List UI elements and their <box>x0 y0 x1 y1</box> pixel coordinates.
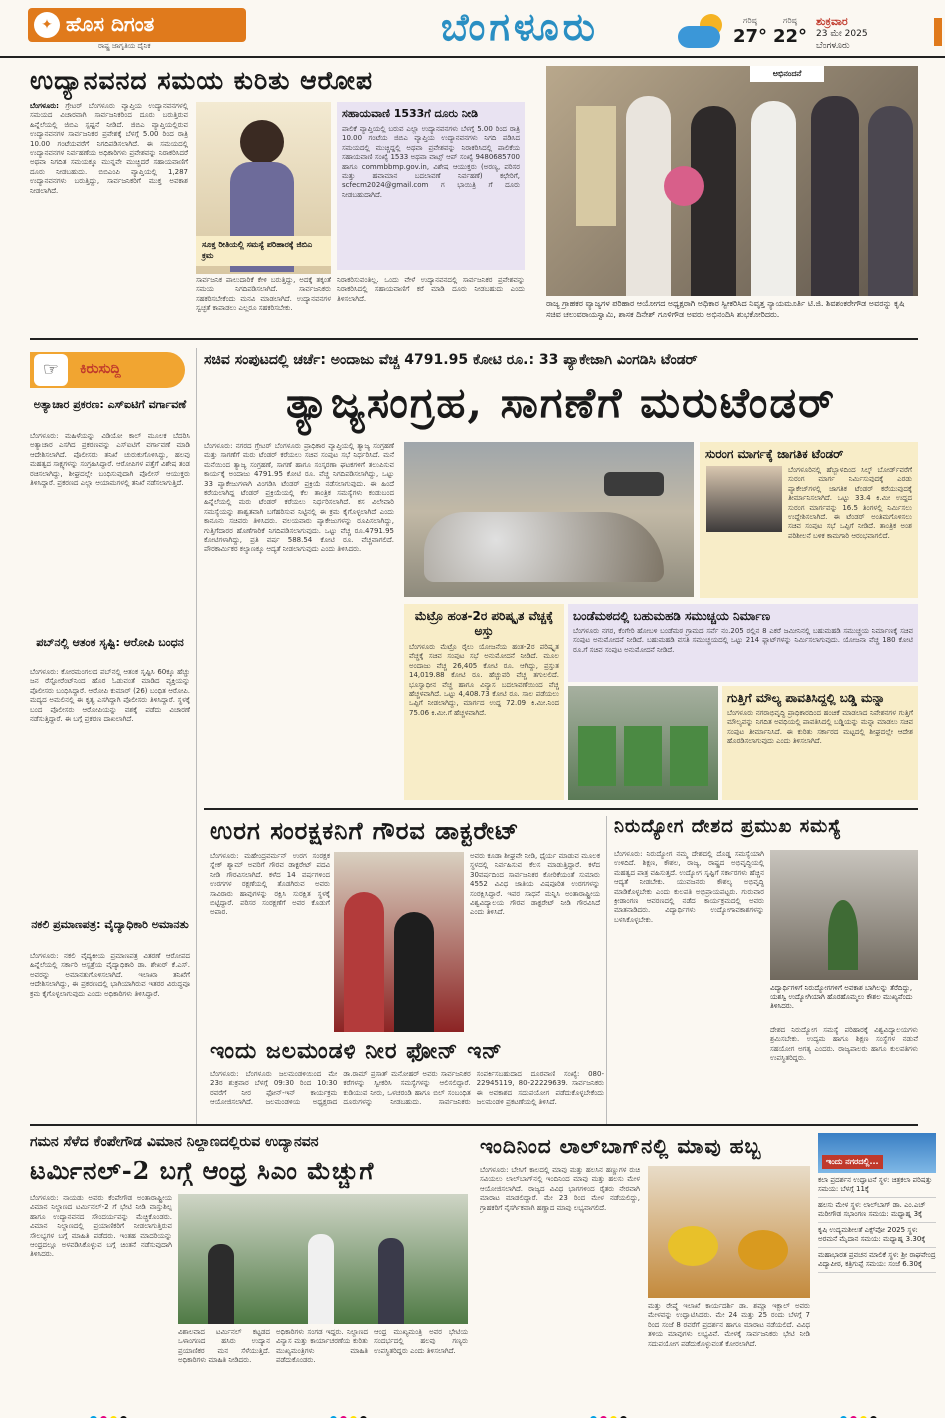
min-temp: ಗರಿಷ್ಠ 22° <box>772 16 808 47</box>
lease-body: ಬೆಂಗಳೂರು ನಗರಾಭಿವೃದ್ಧಿ ಪ್ರಾಧಿಕಾರದಿಂದ ಹಂಚಿಕೆ ಮಾಡಲಾದ ನಿವೇಶನಗಳ ಗುತ್ತಿಗೆ ಮೌಲ್ಯವನ್ನು ನಿಗದಿತ ಅವಧಿಯಲ್ಲಿ ಪಾವತಿಸಿದಲ್ಲಿ ಬಡ್ಡಿಯನ್ನು ಮನ್ನಾ ಮಾಡಲು ಸಚಿವ ಸಂಪುಟ ತೀರ್ಮಾನಿಸಿದೆ. ಈ ಕುರಿತು ಸರ್ಕಾರದ ಮಟ್ಟದಲ್ಲಿ ಶೀಘ್ರದಲ್ಲೇ ಆದೇಶ ಹೊರಡಿಸಲಾಗುವುದು ಎಂದು ತಿಳಿಸಲಾಗಿದೆ. <box>727 709 913 746</box>
unemployment-col1: ಬೆಂಗಳೂರು: ನಿರುದ್ಯೋಗ ನಮ್ಮ ದೇಶದಲ್ಲಿ ದೊಡ್ಡ ಸಮಸ್ಯೆಯಾಗಿ ಉಳಿದಿದೆ. ಶಿಕ್ಷಣ, ಕೌಶಲ, ರಾಜ್ಯ, ರಾಷ್ಟ್ರದ ಅಭಿವೃದ್ಧಿಯಲ್ಲಿ ಮಹತ್ವದ ಪಾತ್ರ ವಹಿಸುತ್ತದೆ. ಉದ್ಯೋಗ ಸೃಷ್ಟಿಗೆ ಸರ್ಕಾರಗಳು ಹೆಚ್ಚಿನ ಆದ್ಯತೆ ನೀಡಬೇಕು. ಯುವಜನರು ಕೌಶಲ್ಯ ಅಭಿವೃದ್ಧಿ ಮಾಡಿಕೊಳ್ಳಬೇಕು ಎಂದು ಕುಲಪತಿ ಅಭಿಪ್ರಾಯಪಟ್ಟರು. ಗುರುವಾರ ಕ್ರೀಡಾಂಗಣ ಆವರಣದಲ್ಲಿ ನಡೆದ ಕಾರ್ಯಕ್ರಮದಲ್ಲಿ ಅವರು ಮಾತನಾಡಿದರು. ವಿದ್ಯಾರ್ಥಿಗಳು ಉದ್ಯೋಗಾವಕಾಶಗಳನ್ನು ಬಳಸಿಕೊಳ್ಳಬೇಕು. <box>614 850 764 924</box>
bandemutt-headline: ಬಂಡೆಮಠದಲ್ಲಿ ಬಹುಮಹಡಿ ಸಮುಚ್ಚಯ ನಿರ್ಮಾಣ <box>573 609 771 623</box>
metro-body: ಬೆಂಗಳೂರು ಮೆಟ್ರೊ ರೈಲು ಯೋಜನೆಯ ಹಂತ-2ರ ಪರಿಷ್ಕೃತ ವೆಚ್ಚಕ್ಕೆ ಸಚಿವ ಸಂಪುಟ ಸಭೆ ಅನುಮೋದನೆ ನೀಡಿದೆ. ಮೂಲ ಅಂದಾಜು ವೆಚ್ಚ 26,405 ಕೋಟಿ ರೂ. ಆಗಿದ್ದು, ಪ್ರಸ್ತುತ 14,019.88 ಕೋಟಿ ರೂ. ಹೆಚ್ಚುವರಿ ವೆಚ್ಚ ತಗುಲಲಿದೆ. ಭೂಸ್ವಾಧೀನ ವೆಚ್ಚ ಹಾಗೂ ವಿನ್ಯಾಸ ಬದಲಾವಣೆಯಿಂದ ವೆಚ್ಚ ಹೆಚ್ಚಳವಾಗಿದೆ. ಒಟ್ಟು 4,408.73 ಕೋಟಿ ರೂ. ಸಾಲ ಪಡೆಯಲು ಒಪ್ಪಿಗೆ ನೀಡಲಾಗಿದ್ದು, ಮಾರ್ಗದ ಉದ್ದ 72.09 ಕಿ.ಮೀ.ನಿಂದ 75.06 ಕಿ.ಮೀ.ಗೆ ಹೆಚ್ಚಳವಾಗಿದೆ. <box>409 643 559 717</box>
metro-headline: ಮೆಟ್ರೊ ಹಂತ-2ರ ಪರಿಷ್ಕೃತ ವೆಚ್ಚಕ್ಕೆ ಅಸ್ತು <box>414 609 554 638</box>
helpline-body: ಪಾಲಿಕೆ ವ್ಯಾಪ್ತಿಯಲ್ಲಿ ಬರುವ ಎಲ್ಲಾ ಉದ್ಯಾನವನಗಳು ಬೆಳಗ್ಗೆ 5.00 ರಿಂದ ರಾತ್ರಿ 10.00 ಗಂಟೆಯ ಜಿಬಿಎ ವ್ಯಾಪ್ತಿಯ ಉದ್ಯಾನವನಗಳು ನಿಗದಿ ಪಡಿಸಿದ ಸಮಯದಲ್ಲಿ ಮುಚ್ಚಿದ್ದಲ್ಲಿ ಅಥವಾ ಪ್ರವೇಶವನ್ನು ನಿರಾಕರಿಸಿದಲ್ಲಿ ಪಾಲಿಕೆಯ ಸಹಾಯವಾಣಿ ಸಂಖ್ಯೆ 1533 ಅಥವಾ ವಾಟ್ಸ್ ಆಪ್ ಸಂಖ್ಯೆ 9480685700 ಹಾಗೂ commbbmp.gov.in, ವಿಶೇಷ ಆಯುಕ್ತರು (ಅರಣ್ಯ, ಪರಿಸರ ಮತ್ತು ಹವಾಮಾನ ಬದಲಾವಣೆ ನಿರ್ವಹಣೆ) ಕಛೇರಿಗೆ, scfecm2024@gmail.com ಗ ಭಾಯಿತ್ರಿ ಗೆ ದೂರು ನೀಡಬಹುದಾಗಿದೆ. <box>342 125 520 199</box>
plant-ceremony-photo <box>770 850 918 980</box>
print-register-marks <box>590 1408 630 1416</box>
event-item: ಕಲಾ ಪ್ರದರ್ಶನ ಉದ್ಘಾಟನೆ ಸ್ಥಳ: ಚಿತ್ರಕಲಾ ಪರಿಷತ್ತು ಸಮಯ: ಬೆಳಗ್ಗೆ 11ಕ್ಕೆ <box>818 1173 936 1198</box>
terminal-garden-photo <box>178 1194 468 1324</box>
brief3-body: ಬೆಂಗಳೂರು: ನಕಲಿ ವೈದ್ಯಕೀಯ ಪ್ರಮಾಣಪತ್ರ ವಿತರಣೆ ಆರೋಪದ ಹಿನ್ನೆಲೆಯಲ್ಲಿ ಸರ್ಕಾರಿ ಆಸ್ಪತ್ರೆಯ ವೈದ್ಯಾಧಿಕಾರಿ ಡಾ. ಶೇಖರ್ ಕೆ.ಎಸ್. ಅವರನ್ನು ಅಮಾನತುಗೊಳಿಸಲಾಗಿದೆ. ಇಲಾಖಾ ತನಿಖೆಗೆ ಆದೇಶಿಸಲಾಗಿದ್ದು, ಈ ಪ್ರಕರಣದಲ್ಲಿ ಭಾಗಿಯಾಗಿರುವ ಇತರರ ವಿರುದ್ಧವೂ ಕ್ರಮ ಕೈಗೊಳ್ಳಲಾಗುವುದು ಎಂದು ಅಧಿಕಾರಿಗಳು ತಿಳಿಸಿದ್ದಾರೆ. <box>30 952 190 998</box>
mango-fest-col1: ಬೆಂಗಳೂರು: ಬೇಸಿಗೆ ಕಾಲದಲ್ಲಿ ಮಾವು ಮತ್ತು ಹಲಸಿನ ಹಣ್ಣುಗಳ ರುಚಿ ಸವಿಯಲು ಲಾಲ್‌ಬಾಗ್‌ನಲ್ಲಿ ಇಂದಿನಿಂದ ಮಾವು ಮತ್ತು ಹಲಸು ಮೇಳ ಆಯೋಜಿಸಲಾಗಿದೆ. ರಾಜ್ಯದ ವಿವಿಧ ಭಾಗಗಳಿಂದ ರೈತರು ನೇರವಾಗಿ ಮಾರಾಟ ಮಾಡಲಿದ್ದಾರೆ. ಮೇ 23 ರಿಂದ ಮೇಳ ನಡೆಯಲಿದ್ದು, ಗ್ರಾಹಕರಿಗೆ ನೈಸರ್ಗಿಕವಾಗಿ ಹಣ್ಣಾದ ಮಾವು ಲಭ್ಯವಾಗಲಿದೆ. <box>480 1166 640 1212</box>
unemployment-col2: ದೇಶದ ನಿರುದ್ಯೋಗ ಸಮಸ್ಯೆ ಪರಿಹಾರಕ್ಕೆ ವಿಶ್ವವಿದ್ಯಾಲಯಗಳು ಶ್ರಮಿಸಬೇಕು. ಉದ್ಯಮ ಹಾಗೂ ಶಿಕ್ಷಣ ಸಂಸ್ಥೆಗಳ ನಡುವೆ ಸಹಯೋಗ ಅಗತ್ಯ ಎಂದರು. ರಾಜ್ಯಪಾಲರು ಹಾಗೂ ಕುಲಪತಿಗಳು ಉಪಸ್ಥಿತರಿದ್ದರು. <box>770 1026 918 1063</box>
page-marker <box>934 18 942 46</box>
airport-headline: ಟರ್ಮಿನಲ್-2 ಬಗ್ಗೆ ಆಂಧ್ರ ಸಿಎಂ ಮೆಚ್ಚುಗೆ <box>30 1156 375 1185</box>
hand-pointing-icon: ☞ <box>34 354 68 386</box>
brief2-headline: ಪಬ್‌ನಲ್ಲಿ ಆತಂಕ ಸೃಷ್ಟಿ: ಆರೋಪಿ ಬಂಧನ <box>36 636 184 649</box>
event-item: ಮಹಾಭಾರತ ಪ್ರವಚನ ಮಾಲಿಕೆ ಸ್ಥಳ: ಶ್ರೀ ರಾಘವೇಂದ್ರ ವಿದ್ಯಾಪೀಠ, ಕತ್ರಿಗುಪ್ಪೆ ಸಮಯ: ಸಂಜೆ 6.30ಕ್ಕೆ <box>818 1248 936 1273</box>
lead-headline: ತ್ಯಾಜ್ಯಸಂಗ್ರಹ, ಸಾಗಣೆಗೆ ಮರುಟೆಂಡರ್ <box>286 378 836 427</box>
water-board-body: ಬೆಂಗಳೂರು: ಬೆಂಗಳೂರು ಜಲಮಂಡಳಿಯಿಂದ ಮೇ 23ರ ಶುಕ್ರವಾರ ಬೆಳಗ್ಗೆ 09:30 ರಿಂದ 10:30 ರವರೆಗೆ ನೀರ ಫೋನ್-ಇನ್ ಕಾರ್ಯಕ್ರಮ ಆಯೋಜಿಸಲಾಗಿದೆ. ಜಲಮಂಡಳಿಯ ಅಧ್ಯಕ್ಷರಾದ ಡಾ.ರಾಮ್ ಪ್ರಸಾತ್ ಮನೋಹರ್ ಅವರು ಸಾರ್ವಜನಿಕರ ಕರೆಗಳನ್ನು ಸ್ವೀಕರಿಸಿ ಸಮಸ್ಯೆಗಳನ್ನು ಆಲಿಸಲಿದ್ದಾರೆ. ಕುಡಿಯುವ ನೀರು, ಒಳಚರಂಡಿ ಹಾಗೂ ಬಿಲ್ ಸಂಬಂಧಿತ ದೂರುಗಳನ್ನು ನೀಡಬಹುದು. ಸಾರ್ವಜನಿಕರು ಸಂಪರ್ಕಿಸಬಹುದಾದ ದೂರವಾಣಿ ಸಂಖ್ಯೆ: 080-22945119, 80-22229639. ಸಾರ್ವಜನಿಕರು ಈ ಅವಕಾಶದ ಸದುಪಯೋಗ ಪಡೆದುಕೊಳ್ಳಬೇಕೆಂದು ಜಲಮಂಡಳಿ ಪ್ರಕಟಣೆಯಲ್ಲಿ ತಿಳಿಸಿದೆ. <box>210 1070 604 1107</box>
felicitation-caption: ರಾಜ್ಯ ಗ್ರಾಹಕರ ವ್ಯಾಜ್ಯಗಳ ಪರಿಹಾರ ಆಯೋಗದ ಅಧ್ಯಕ್ಷರಾಗಿ ಅಧಿಕಾರ ಸ್ವೀಕರಿಸಿದ ನಿವೃತ್ತ ನ್ಯಾಯಮೂರ್ತಿ ಟಿ.ಜಿ. ಶಿವಶಂಕರೇಗೌಡ ಅವರನ್ನು ಕೃಷಿ ಸಚಿವ ಚಲುವರಾಯಸ್ವಾಮಿ, ಶಾಸಕ ದಿನೇಶ್ ಗೂಳಿಗೌಡ ಅವರು ಅಭಿನಂದಿಸಿ ಶುಭಕೋರಿದರು. <box>546 299 905 319</box>
story-park-headline: ಉದ್ಯಾನವನದ ಸಮಯ ಕುರಿತು ಆರೋಪ <box>30 66 374 95</box>
events-sidebar <box>818 1133 936 1411</box>
airport-col4: ಆಂಧ್ರ ಮುಖ್ಯಮಂತ್ರಿ ಅವರ ಭೇಟಿಯ ಸಂದರ್ಭದಲ್ಲಿ ಹಲವು ಗಣ್ಯರು ಉಪಸ್ಥಿತರಿದ್ದರು ಎಂದು ತಿಳಿಸಲಾಗಿದೆ. <box>374 1328 468 1355</box>
airport-col2: ವಿಶಾಲವಾದ ಟರ್ಮಿನಲ್ ಕಟ್ಟಡದ ಒಳಾಂಗಣದ ಹಸಿರು ಉದ್ಯಾನ ಪ್ರಯಾಣಿಕರ ಮನ ಸೆಳೆಯುತ್ತಿದೆ. ಅಧಿಕಾರಿಗಳು ಮಾಹಿತಿ ನೀಡಿದರು. <box>178 1328 270 1365</box>
lamp-logo-icon: ✦ <box>34 12 60 38</box>
airport-col3: ಅಧಿಕಾರಿಗಳು ಸಂಗಡ ಇದ್ದರು. ನಿಲ್ದಾಣದ ವಿನ್ಯಾಸ ಮತ್ತು ಕಾರ್ಯಾಚರಣೆಯ ಕುರಿತು ಮುಖ್ಯಮಂತ್ರಿಗಳು ಮಾಹಿತಿ ಪಡೆದುಕೊಂಡರು. <box>276 1328 368 1365</box>
print-register-marks <box>90 1408 130 1416</box>
bandemutt-body: ಬೆಂಗಳೂರು ನಗರ, ಕೆಂಗೇರಿ ಹೋಬಳಿ ಬಂಡೆಮಠ ಗ್ರಾಮದ ಸರ್ವೆ ನಂ.205 ರಲ್ಲಿನ 8 ಎಕರೆ ಜಮೀನಿನಲ್ಲಿ ಬಹುಮಹಡಿ ಸಮುಚ್ಚಯ ನಿರ್ಮಾಣಕ್ಕೆ ಸಚಿವ ಸಂಪುಟ ಅನುಮೋದನೆ ನೀಡಿದೆ. ಬಹುಮಹಡಿ ವಸತಿ ಸಮುಚ್ಚಯದಲ್ಲಿ ಒಟ್ಟು 214 ಫ್ಲಾಟ್‌ಗಳನ್ನು ನಿರ್ಮಿಸಲಾಗುವುದು. ಯೋಜನಾ ವೆಚ್ಚ 180 ಕೋಟಿ ರೂ.ಗೆ ಸಚಿವ ಸಂಪುಟ ಅನುಮೋದನೆ ನೀಡಿದೆ. <box>573 627 913 654</box>
speaker-photo-caption: ಸೂಕ್ತ ರೀತಿಯಲ್ಲಿ ಸಮಸ್ಯೆ ಪರಿಹಾರಕ್ಕೆ ಜಿಬಿಎ ಕ್ರಮ <box>196 236 331 266</box>
story-park-col3: ನಿರಾಕರಿಸುವಂತಿಲ್ಲ. ಒಂದು ವೇಳೆ ಉದ್ಯಾನವನದಲ್ಲಿ ಸಾರ್ವಜನಿಕರ ಪ್ರವೇಶವನ್ನು ನಿರಾಕರಿಸಿದಲ್ಲಿ ಸಹಾಯವಾಣಿಗೆ ಕರೆ ಮಾಡಿ ದೂರು ನೀಡಬಹುದು ಎಂದು ತಿಳಿಸಲಾಗಿದೆ. <box>337 276 525 303</box>
snake-story-col1: ಬೆಂಗಳೂರು: ಮಹೇಂದ್ರವರ್ಮನ್ ಉರಗ ಸಂರಕ್ಷಕ ಸ್ನೇಕ್ ಶ್ಯಾಮ್ ಅವರಿಗೆ ಗೌರವ ಡಾಕ್ಟರೇಟ್ ಪದವಿ ನೀಡಿ ಗೌರವಿಸಲಾಗಿದೆ. ಕಳೆದ 14 ವರ್ಷಗಳಿಂದ ಉರಗಗಳ ರಕ್ಷಣೆಯಲ್ಲಿ ತೊಡಗಿರುವ ಅವರು ಸಾವಿರಾರು ಹಾವುಗಳನ್ನು ರಕ್ಷಿಸಿ ಸುರಕ್ಷಿತ ಸ್ಥಳಕ್ಕೆ ಬಿಟ್ಟಿದ್ದಾರೆ. ಪರಿಸರ ಸಂರಕ್ಷಣೆಗೆ ಅವರ ಕೊಡುಗೆ ಅಪಾರ. <box>210 852 330 917</box>
max-temp: ಗರಿಷ್ಠ 27° <box>732 16 768 47</box>
brand-name: ಹೊಸ ದಿಗಂತ <box>66 12 155 36</box>
brand-logo[interactable] <box>28 8 246 42</box>
water-board-headline: ಇಂದು ಜಲಮಂಡಳಿ ನೀರ ಫೋನ್ ಇನ್ <box>210 1038 503 1064</box>
doctorate-photo <box>334 852 464 1032</box>
partly-cloudy-icon <box>678 14 728 50</box>
mango-photo <box>648 1166 810 1298</box>
lead-kicker: ಸಚಿವ ಸಂಪುಟದಲ್ಲಿ ಚರ್ಚೆ: ಅಂದಾಜು ವೆಚ್ಚ 4791.95 ಕೋಟಿ ರೂ.: 33 ಪ್ಯಾಕೇಜಾಗಿ ವಿಂಗಡಿಸಿ ಟೆಂಡರ್ <box>204 352 698 368</box>
date-block: ಶುಕ್ರವಾರ 23 ಮೇ 2025 ಬೆಂಗಳೂರು <box>816 15 868 51</box>
minister-photos <box>706 466 782 532</box>
story-park-col1: ಬೆಂಗಳೂರು: ಗ್ರೇಟರ್ ಬೆಂಗಳೂರು ವ್ಯಾಪ್ತಿಯ ಉದ್ಯಾನವನಗಳಲ್ಲಿ ಸಮಯದ ವಿಚಾರವಾಗಿ ಸಾರ್ವಜನಿಕರಿಂದ ದೂರು ಬರುತ್ತಿರುವ ಹಿನ್ನೆಲೆಯಲ್ಲಿ ಜಿಬಿಎ ಸ್ಪಷ್ಟನೆ ನೀಡಿದೆ. ಜಿಬಿಎ ವ್ಯಾಪ್ತಿಯಲ್ಲಿರುವ ಉದ್ಯಾನವನಗಳ ಸಾರ್ವಜನಿಕರ ಪ್ರವೇಶಕ್ಕೆ ಬೆಳಗ್ಗೆ 5.00 ರಿಂದ ರಾತ್ರಿ 10.00 ಗಂಟೆಯವರೆಗೆ ನಿಗದಿಪಡಿಸಲಾಗಿದೆ. ಈ ಸಮಯದಲ್ಲಿ ಉದ್ಯಾನವನಗಳ ನಿರ್ವಹಣೆಯ ಅಧಿಕಾರಿಗಳು ಪ್ರವೇಶವನ್ನು ನಿರಾಕರಿಸಿದರೆ ಅಥವಾ ನಿಗದಿತ ಸಮಯಕ್ಕೂ ಮುನ್ನವೇ ಮುಚ್ಚಿದರೆ ಸಹಾಯವಾಣಿಗೆ ದೂರು ನೀಡಬಹುದು. ಬಿಬಿಎಂಪಿ ವ್ಯಾಪ್ತಿಯಲ್ಲಿ 1,287 ಉದ್ಯಾನವನಗಳು ಬರುತ್ತಿದ್ದು, ಸಾರ್ವಜನಿಕರಿಗೆ ಮುಕ್ತ ಅವಕಾಶ ನೀಡಲಾಗಿದೆ. <box>30 102 188 195</box>
column-divider-2 <box>606 816 607 1124</box>
bandemutt-box <box>568 604 918 682</box>
print-register-marks <box>840 1408 880 1416</box>
snake-story-col2: ಅವರು ಕೂಡಾ ಶೀಘ್ರವೇ ನೀಡಿ, ಧೈರ್ಯ ಮಾಡುವ ಮೂಲಕ ಸ್ಥಳದಲ್ಲಿ ನಿರ್ವಹಿಸುವ ಕೆಲಸ ಮಾಡುತ್ತಿದ್ದಾರೆ. ಕಳೆದ 30ವರ್ಷದಿಂದ ಸಾರ್ವಜನಿಕರ ಕೋರಿಕೆಯಂತೆ ಸುಮಾರು 4552 ವಿವಿಧ ಜಾತಿಯ ವಿಷಪೂರಿತ ಉರಗಗಳನ್ನು ಸಂರಕ್ಷಿಸಿದ್ದಾರೆ. ಇವರ ಸಾಧನೆ ಮನ್ನಿಸಿ ಅಂತಾರಾಷ್ಟ್ರೀಯ ವಿಶ್ವವಿದ್ಯಾಲಯ ಗೌರವ ಡಾಕ್ಟರೇಟ್ ನೀಡಿ ಗೌರವಿಸಿದೆ ಎಂದು ತಿಳಿಸಿದೆ. <box>470 852 600 917</box>
felicitation-label: ಅಭಿನಂದನೆ <box>750 66 824 82</box>
brand-tagline: ರಾಷ್ಟ್ರ ಜಾಗೃತಿಯ ದೈನಿಕ <box>98 42 151 50</box>
brief2-body: ಬೆಂಗಳೂರು: ಕೋರಮಂಗಲದ ಪಬ್‌ನಲ್ಲಿ ಆತಂಕ ಸೃಷ್ಟಿಸಿ 60ಕ್ಕೂ ಹೆಚ್ಚು ಜನ ರೆಸ್ಟೋರೆಂಟ್‌ನಿಂದ ಹೊರ ಓಡುವಂತೆ ಮಾಡಿದ ವ್ಯಕ್ತಿಯನ್ನು ಪೊಲೀಸರು ಬಂಧಿಸಿದ್ದಾರೆ. ಆರೋಪಿ ಕುಮಾರ್ (26) ಬಂಧಿತ ಆರೋಪಿ. ಮದ್ಯದ ಅಮಲಿನಲ್ಲಿ ಈ ಕೃತ್ಯ ಎಸಗಿದ್ದಾಗಿ ಪೊಲೀಸರು ತಿಳಿಸಿದ್ದಾರೆ. ಸ್ಥಳಕ್ಕೆ ಬಂದ ಪೊಲೀಸರು ಆರೋಪಿಯನ್ನು ವಶಕ್ಕೆ ಪಡೆದು ವಿಚಾರಣೆ ನಡೆಸುತ್ತಿದ್ದಾರೆ. ಈ ಬಗ್ಗೆ ಪ್ರಕರಣ ದಾಖಲಾಗಿದೆ. <box>30 668 190 724</box>
brief-news-banner: ಕಿರುಸುದ್ದಿ <box>30 352 185 388</box>
unemployment-caption: ವಿದ್ಯಾರ್ಥಿಗಳಿಗೆ ನಿರುದ್ಯೋಗಗಳಿಗೆ ಅವಕಾಶ ಬಾಗಿಲನ್ನು ತೆರೆದಿದ್ದು, ಯಶಸ್ವಿ ಉದ್ಯೋಗಿಯಾಗಿ ಹೊರಹೊಮ್ಮಲು ಕೌಶಲ ಮುಖ್ಯವೆಂದು ತಿಳಿಸಿದರು. <box>770 984 913 1010</box>
helpline-box <box>337 102 525 270</box>
events-label: ಇಂದು ನಗರದಲ್ಲಿ... <box>822 1155 883 1169</box>
column-divider <box>196 348 197 1124</box>
snake-story-headline: ಉರಗ ಸಂರಕ್ಷಕನಿಗೆ ಗೌರವ ಡಾಕ್ಟರೇಟ್ <box>210 816 520 845</box>
lease-headline: ಗುತ್ತಿಗೆ ಮೌಲ್ಯ ಪಾವತಿಸಿದ್ದಲ್ಲಿ ಬಡ್ಡಿ ಮನ್ನಾ <box>727 691 885 705</box>
airport-col1: ಬೆಂಗಳೂರು: ನಾಯಡು ಅವರು ಕೆಂಪೇಗೌಡ ಅಂತಾರಾಷ್ಟ್ರೀಯ ವಿಮಾನ ನಿಲ್ದಾಣದ ಟರ್ಮಿನಲ್-2 ಗೆ ಭೇಟಿ ನೀಡಿ ವಾಸ್ತುಶಿಲ್ಪ ಹಾಗೂ ಉದ್ಯಾನವನದ ಸೌಂದರ್ಯವನ್ನು ಮೆಚ್ಚಿಕೊಂಡರು. ವಿಮಾನ ನಿಲ್ದಾಣದಲ್ಲಿ ಪ್ರಯಾಣಿಕರಿಗೆ ನೀಡಲಾಗುತ್ತಿರುವ ಸೌಲಭ್ಯಗಳ ಬಗ್ಗೆ ಮಾಹಿತಿ ಪಡೆದರು. ಇಂತಹ ಮಾದರಿಯನ್ನು ಆಂಧ್ರದಲ್ಲೂ ಅಳವಡಿಸಿಕೊಳ್ಳುವ ಬಗ್ಗೆ ಚಿಂತನೆ ನಡೆಸುವುದಾಗಿ ತಿಳಿಸಿದರು. <box>30 1194 172 1259</box>
tunnel-body: ಬೆಂಗಳೂರಿನಲ್ಲಿ ಹೆಬ್ಬಾಳದಿಂದ ಸಿಲ್ಕ್ ಬೋರ್ಡ್‌ವರೆಗೆ ಸುರಂಗ ಮಾರ್ಗ ನಿರ್ಮಿಸುವುದಕ್ಕೆ ಎರಡು ಪ್ಯಾಕೇಜ್‌ಗಳಲ್ಲಿ ಜಾಗತಿಕ ಟೆಂಡರ್ ಕರೆಯುವುದಕ್ಕೆ ತೀರ್ಮಾನಿಸಲಾಗಿದೆ. ಒಟ್ಟು 33.4 ಕಿ.ಮೀ ಉದ್ದದ ಸುರಂಗ ಮಾರ್ಗವನ್ನು 16.5 ತಿಂಗಳಲ್ಲಿ ನಿರ್ಮಿಸಲು ಉದ್ದೇಶಿಸಲಾಗಿದೆ. ಈ ಟೆಂಡರ್ ಅಂತಿಮಗೊಳಿಸಲು ಸಚಿವ ಸಂಪುಟ ಸಭೆ ಒಪ್ಪಿಗೆ ನೀಡಿದೆ. ತಾಂತ್ರಿಕ ಅಂಶ ಪರಿಶೀಲನೆ ಬಳಿಕ ಕಾಮಗಾರಿ ಆರಂಭವಾಗಲಿದೆ. <box>788 466 912 540</box>
section-divider <box>30 338 918 340</box>
metro-box <box>404 604 564 800</box>
tunnel-headline: ಸುರಂಗ ಮಾರ್ಗಕ್ಕೆ ಜಾಗತಿಕ ಟೆಂಡರ್ <box>705 447 844 461</box>
city-section-title: ಬೆಂಗಳೂರು <box>441 4 599 49</box>
brief1-headline: ಅತ್ಯಾಚಾರ ಪ್ರಕರಣ: ಎಸ್ಐಟಿಗೆ ವರ್ಗಾವಣೆ <box>33 398 187 411</box>
unemployment-headline: ನಿರುದ್ಯೋಗ ದೇಶದ ಪ್ರಮುಖ ಸಮಸ್ಯೆ <box>614 816 843 837</box>
mango-fest-headline: ಇಂದಿನಿಂದ ಲಾಲ್‌ಬಾಗ್‌ನಲ್ಲಿ ಮಾವು ಹಬ್ಬ <box>480 1134 762 1158</box>
lease-box <box>722 686 918 800</box>
section-divider-3 <box>30 1124 918 1126</box>
mango-fest-col2: ಮತ್ತು ರೇಷ್ಮೆ ಇಲಾಖೆ ಕಾರ್ಯದರ್ಶಿ ಡಾ. ಶಮ್ಲಾ ಇಕ್ಬಾಲ್ ಅವರು ಮೇಳವನ್ನು ಉದ್ಘಾಟಿಸಿದರು. ಮೇ 24 ಮತ್ತು 25 ರಂದು ಬೆಳಗ್ಗೆ 7 ರಿಂದ ಸಂಜೆ 8 ರವರೆಗೆ ಪ್ರದರ್ಶನ ಹಾಗೂ ಮಾರಾಟ ನಡೆಯಲಿದೆ. ವಿವಿಧ ತಳಿಯ ಮಾವುಗಳು ಲಭ್ಯವಿವೆ. ಮೇಳಕ್ಕೆ ಸಾರ್ವಜನಿಕರು ಭೇಟಿ ನೀಡಿ ಸದುಪಯೋಗ ಪಡೆದುಕೊಳ್ಳುವಂತೆ ಕೋರಲಾಗಿದೆ. <box>648 1302 810 1348</box>
story-park-col2: ಸಾರ್ವಜನಿಕ ಪಾಲುದಾರಿಕೆ ಕೇಳಿ ಬರುತ್ತಿದ್ದು, ಅದಕ್ಕೆ ತಕ್ಕಂತೆ ಸಮಯ ನಿಗದಿಪಡಿಸಲಾಗಿದೆ. ಸಾರ್ವಜನಿಕರು ಸಹಕರಿಸಬೇಕೆಂದು ಮನವಿ ಮಾಡಲಾಗಿದೆ. ಉದ್ಯಾನವನಗಳ ಸ್ವಚ್ಛತೆ ಕಾಪಾಡಲು ಎಲ್ಲರೂ ಸಹಕರಿಸಬೇಕು. <box>196 276 331 313</box>
garbage-street-photo <box>404 442 694 597</box>
brief1-body: ಬೆಂಗಳೂರು: ಮಹಿಳೆಯನ್ನು ವಿಡಿಯೋ ಕಾಲ್ ಮೂಲಕ ಬೆದರಿಸಿ ಅತ್ಯಾಚಾರ ಎಸಗಿದ ಪ್ರಕರಣವನ್ನು ಎಸ್ಐಟಿಗೆ ವರ್ಗಾವಣೆ ಮಾಡಿ ಆದೇಶಿಸಲಾಗಿದೆ. ಪೊಲೀಸರು ತನಿಖೆ ಚುರುಕುಗೊಳಿಸಿದ್ದು, ಹಲವು ಮಹತ್ವದ ಸಾಕ್ಷ್ಯಗಳನ್ನು ಸಂಗ್ರಹಿಸಿದ್ದಾರೆ. ಆರೋಪಿಗಳ ಪತ್ತೆಗೆ ವಿಶೇಷ ತಂಡ ರಚಿಸಲಾಗಿದ್ದು, ಶೀಘ್ರದಲ್ಲೇ ಬಂಧಿಸುವುದಾಗಿ ಪೊಲೀಸ್ ಆಯುಕ್ತರು ತಿಳಿಸಿದ್ದಾರೆ. ಪ್ರಕರಣದ ಎಲ್ಲಾ ಆಯಾಮಗಳಲ್ಲಿ ತನಿಖೆ ನಡೆಸಲಾಗುತ್ತಿದೆ. <box>30 432 190 488</box>
event-item: ಹಲಸು ಮೇಳ ಸ್ಥಳ: ಲಾಲ್‌ಬಾಗ್ ಡಾ. ಎಂ.ಎಚ್ ಮರೀಗೌಡ ಸಭಾಂಗಣ ಸಮಯ: ಮಧ್ಯಾಹ್ನ 3ಕ್ಕೆ <box>818 1198 936 1223</box>
brief3-headline: ನಕಲಿ ಪ್ರಮಾಣಪತ್ರ: ವೈದ್ಯಾಧಿಕಾರಿ ಅಮಾನತು <box>31 918 189 931</box>
section-divider-2 <box>204 808 918 810</box>
print-register-marks <box>330 1408 370 1416</box>
bins-photo <box>568 686 718 800</box>
city-skyline-banner <box>818 1133 936 1173</box>
airport-kicker: ಗಮನ ಸೆಳೆದ ಕೆಂಪೇಗೌಡ ವಿಮಾನ ನಿಲ್ದಾಣದಲ್ಲಿರುವ ಉದ್ಯಾನವನ <box>30 1134 319 1150</box>
tunnel-box <box>700 442 918 598</box>
event-item: ಕೃಷಿ ಉದ್ಯಮಶೀಲತೆ ಎಕ್ಸ್‌ಪೋ 2025 ಸ್ಥಳ: ಅರಮನೆ ಮೈದಾನ ಸಮಯ: ಮಧ್ಯಾಹ್ನ 3.30ಕ್ಕೆ <box>818 1223 936 1248</box>
helpline-headline: ಸಹಾಯವಾಣಿ 1533ಗೆ ದೂರು ನೀಡಿ <box>342 107 479 120</box>
felicitation-photo <box>546 66 918 296</box>
lead-body: ಬೆಂಗಳೂರು: ನಗರದ ಗ್ರೇಟರ್ ಬೆಂಗಳೂರು ಪ್ರಾಧಿಕಾರ ವ್ಯಾಪ್ತಿಯಲ್ಲಿ ತ್ಯಾಜ್ಯ ಸಂಗ್ರಹಣೆ ಮತ್ತು ಸಾಗಣೆಗೆ ಮರು ಟೆಂಡರ್ ಕರೆಯಲು ಸಚಿವ ಸಂಪುಟ ಸಭೆ ನಿರ್ಧರಿಸಿದೆ. ಮನೆ ಮನೆಯಿಂದ ತ್ಯಾಜ್ಯ ಸಂಗ್ರಹಣೆ, ಸಾಗಣೆ ಹಾಗೂ ಸಂಸ್ಕರಣಾ ಘಟಕಗಳಿಗೆ ತಲುಪಿಸುವ ಕಾರ್ಯಕ್ಕೆ ಅಂದಾಜು 4791.95 ಕೋಟಿ ರೂ. ವೆಚ್ಚ ನಿಗದಿಪಡಿಸಲಾಗಿದ್ದು, ಒಟ್ಟು 33 ಪ್ಯಾಕೇಜುಗಳಾಗಿ ವಿಂಗಡಿಸಿ ಟೆಂಡರ್ ಪ್ರಕ್ರಿಯೆ ನಡೆಸಲಾಗುವುದು. ಈ ಹಿಂದೆ ಕರೆಯಲಾಗಿದ್ದ ಟೆಂಡರ್ ಪ್ರಕ್ರಿಯೆಯಲ್ಲಿ ಕೆಲ ತಾಂತ್ರಿಕ ಸಮಸ್ಯೆಗಳು ಕಂಡುಬಂದ ಹಿನ್ನೆಲೆಯಲ್ಲಿ ಮರು ಟೆಂಡರ್ ಕರೆಯಲು ನಿರ್ಧರಿಸಲಾಗಿದೆ. ಕಸ ವಿಲೇವಾರಿ ಸಮಸ್ಯೆಯನ್ನು ಶಾಶ್ವತವಾಗಿ ಬಗೆಹರಿಸುವ ನಿಟ್ಟಿನಲ್ಲಿ ಈ ಕ್ರಮ ಕೈಗೊಳ್ಳಲಾಗಿದೆ ಎಂದು ಕಾನೂನು ಸಚಿವರು ತಿಳಿಸಿದರು. ವಲಯವಾರು ಪ್ಯಾಕೇಜುಗಳನ್ನು ರೂಪಿಸಲಾಗಿದ್ದು, ಗುತ್ತಿಗೆದಾರರ ಹೊಣೆಗಾರಿಕೆ ನಿಗದಿಪಡಿಸಲಾಗುವುದು. ಒಟ್ಟು ವೆಚ್ಚ ರೂ.4791.95 ಕೋಟಿಗಳಾಗಿದ್ದು, ಪ್ರತಿ ವರ್ಷ 588.54 ಕೋಟಿ ರೂ. ವೆಚ್ಚವಾಗಲಿದೆ. ಪೌರಕಾರ್ಮಿಕರ ಕಲ್ಯಾಣಕ್ಕೂ ಆದ್ಯತೆ ನೀಡಲಾಗುವುದು ಎಂದು ತಿಳಿಸಿದರು. <box>204 442 394 554</box>
